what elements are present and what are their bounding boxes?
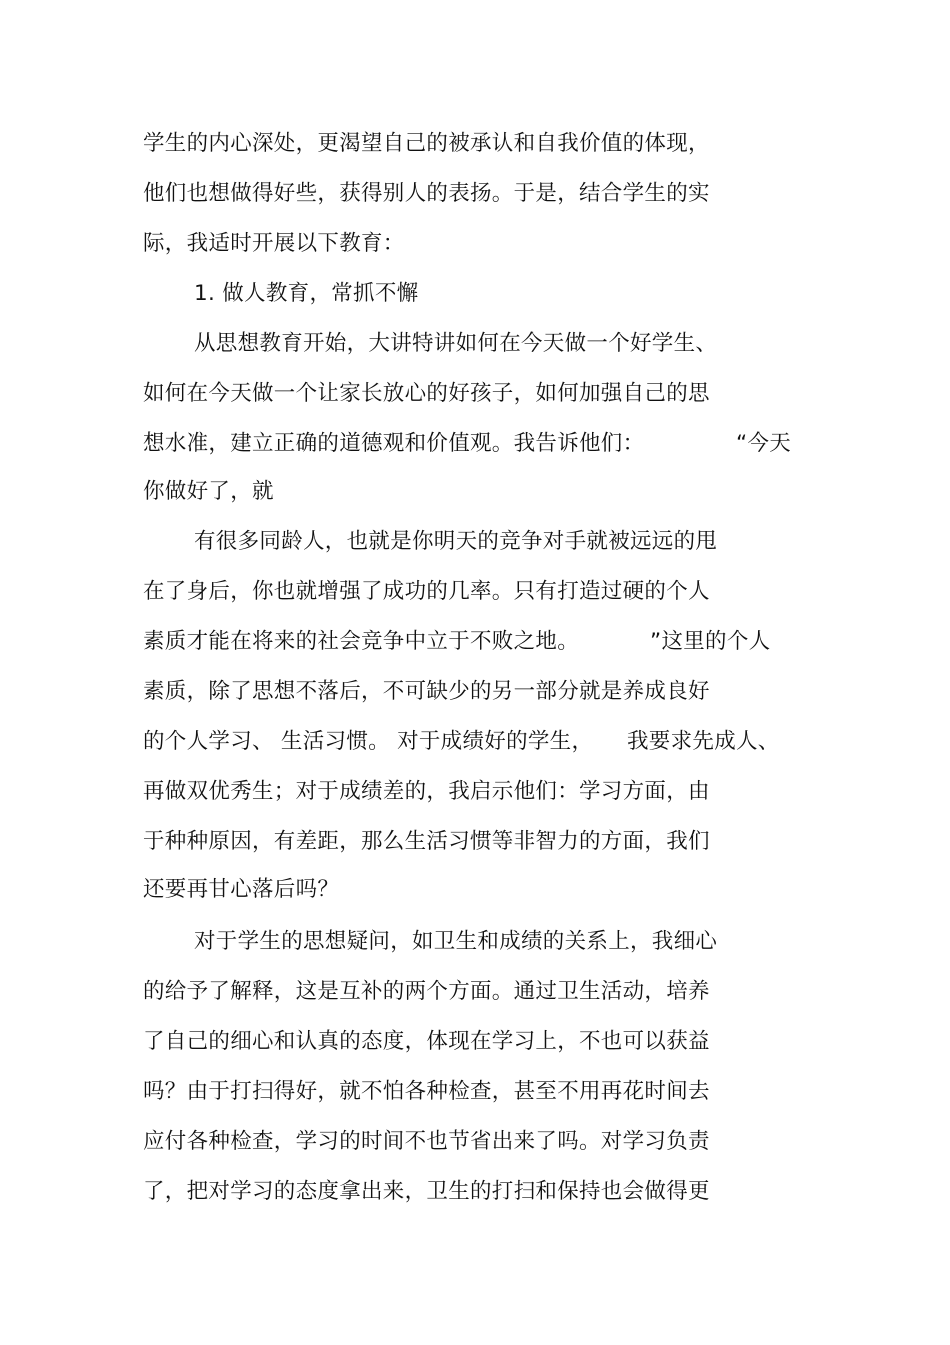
text-line: 学生的内心深处，更渴望自己的被承认和自我价值的体现， (143, 131, 710, 156)
text-line: 有很多同龄人，也就是你明天的竞争对手就被远远的甩 (194, 529, 718, 554)
text-line: 于种种原因，有差距，那么生活习惯等非智力的方面，我们 (143, 829, 710, 854)
text-line: 你做好了，就 (143, 479, 274, 504)
text-line: 我要求先成人、 (627, 729, 780, 754)
text-line: 应付各种检查，学习的时间不也节省出来了吗。对学习负责 (143, 1129, 710, 1154)
text-line: 再做双优秀生；对于成绩差的，我启示他们：学习方面，由 (143, 779, 710, 804)
text-line: 从思想教育开始，大讲特讲如何在今天做一个好学生、 (194, 331, 718, 356)
text-line: 了，把对学习的态度拿出来，卫生的打扫和保持也会做得更 (143, 1179, 710, 1204)
text-line: 对于学生的思想疑问，如卫生和成绩的关系上，我细心 (194, 929, 718, 954)
text-line: 还要再甘心落后吗？ (143, 877, 340, 902)
text-line: 的给予了解释，这是互补的两个方面。通过卫生活动，培养 (143, 979, 710, 1004)
list-heading: 1. 做人教育，常抓不懈 (194, 281, 419, 306)
text-line: 的个人学习、 生活习惯。 对于成绩好的学生， (143, 729, 594, 754)
text-line: 如何在今天做一个让家长放心的好孩子，如何加强自己的思 (143, 381, 710, 406)
text-line-quote: ”这里的个人 (650, 629, 771, 654)
text-line: 了自己的细心和认真的态度，体现在学习上，不也可以获益 (143, 1029, 710, 1054)
text-line: 他们也想做得好些，获得别人的表扬。于是，结合学生的实 (143, 181, 710, 206)
text-line: 际，我适时开展以下教育： (143, 231, 405, 256)
text-line: 在了身后，你也就增强了成功的几率。只有打造过硬的个人 (143, 579, 710, 604)
text-line: 素质，除了思想不落后，不可缺少的另一部分就是养成良好 (143, 679, 710, 704)
text-line: 吗？由于打扫得好，就不怕各种检查，甚至不用再花时间去 (143, 1079, 710, 1104)
text-line: 想水准，建立正确的道德观和价值观。我告诉他们： (143, 431, 645, 456)
text-line-quote: “今天 (736, 431, 792, 456)
text-line: 素质才能在将来的社会竞争中立于不败之地。 (143, 629, 580, 654)
